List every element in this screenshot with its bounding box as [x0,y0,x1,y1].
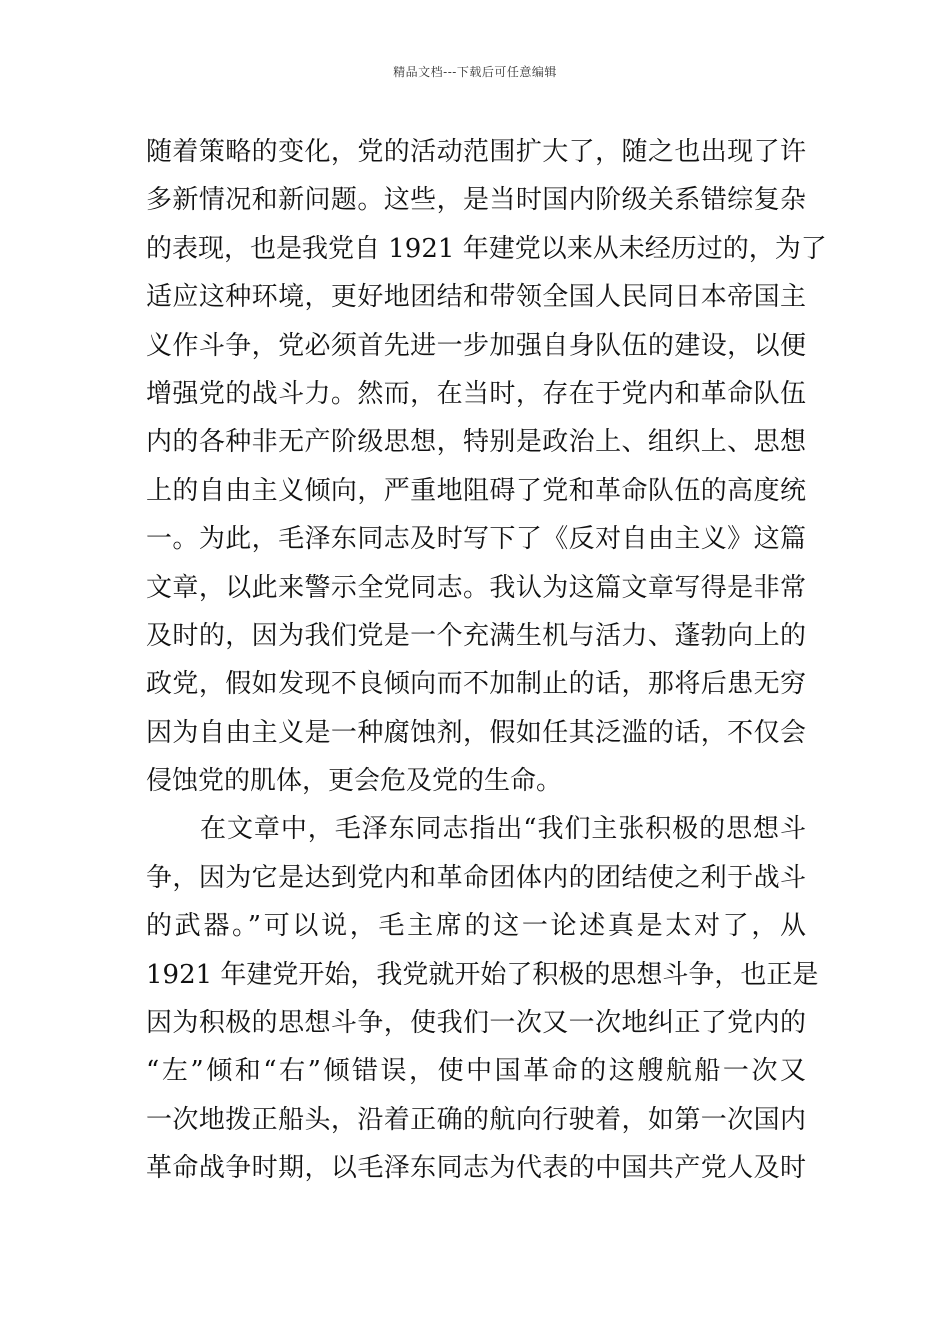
text-line: 1921 年建党开始，我党就开始了积极的思想斗争，也正是 [146,959,819,990]
text-line: 多新情况和新问题。这些，是当时国内阶级关系错综复杂 [146,185,806,216]
text-line: 的武器。”可以说，毛主席的这一论述真是太对了，从 [146,911,806,942]
document-body [146,128,827,1193]
text-line: 文章，以此来警示全党同志。我认为这篇文章写得是非常 [146,572,806,603]
text-line: 一。为此，毛泽东同志及时写下了《反对自由主义》这篇 [146,524,806,555]
text-line: 及时的，因为我们党是一个充满生机与活力、蓬勃向上的 [146,620,806,651]
text-line: 内的各种非无产阶级思想，特别是政治上、组织上、思想 [146,427,806,458]
text-line: 因为自由主义是一种腐蚀剂，假如任其泛滥的话，不仅会 [146,717,806,748]
text-line: 革命战争时期，以毛泽东同志为代表的中国共产党人及时 [146,1153,806,1184]
text-line: 一次地拨正船头，沿着正确的航向行驶着，如第一次国内 [146,1104,806,1135]
paragraph-start-line: 在文章中，毛泽东同志指出“我们主张积极的思想斗 [200,814,806,845]
text-line: 适应这种环境，更好地团结和带领全国人民同日本帝国主 [146,282,806,313]
text-line: 义作斗争，党必须首先进一步加强自身队伍的建设，以便 [146,330,806,361]
text-line: 政党，假如发现不良倾向而不加制止的话，那将后患无穷 [146,669,806,700]
text-line: 增强党的战斗力。然而，在当时，存在于党内和革命队伍 [146,378,806,409]
text-line: 争，因为它是达到党内和革命团体内的团结使之利于战斗 [146,862,806,893]
page-header: 精品文档---下载后可任意编辑 [393,65,557,79]
text-line: 上的自由主义倾向，严重地阻碍了党和革命队伍的高度统 [146,475,806,506]
paragraph-end-line: 侵蚀党的肌体，更会危及党的生命。 [146,766,563,797]
text-line: 的表现，也是我党自 1921 年建党以来从未经历过的，为了 [146,233,827,264]
text-line: 随着策略的变化，党的活动范围扩大了，随之也出现了许 [146,137,806,167]
text-line: “左”倾和“右”倾错误，使中国革命的这艘航船一次又 [146,1056,806,1087]
text-line: 因为积极的思想斗争，使我们一次又一次地纠正了党内的 [146,1008,806,1039]
